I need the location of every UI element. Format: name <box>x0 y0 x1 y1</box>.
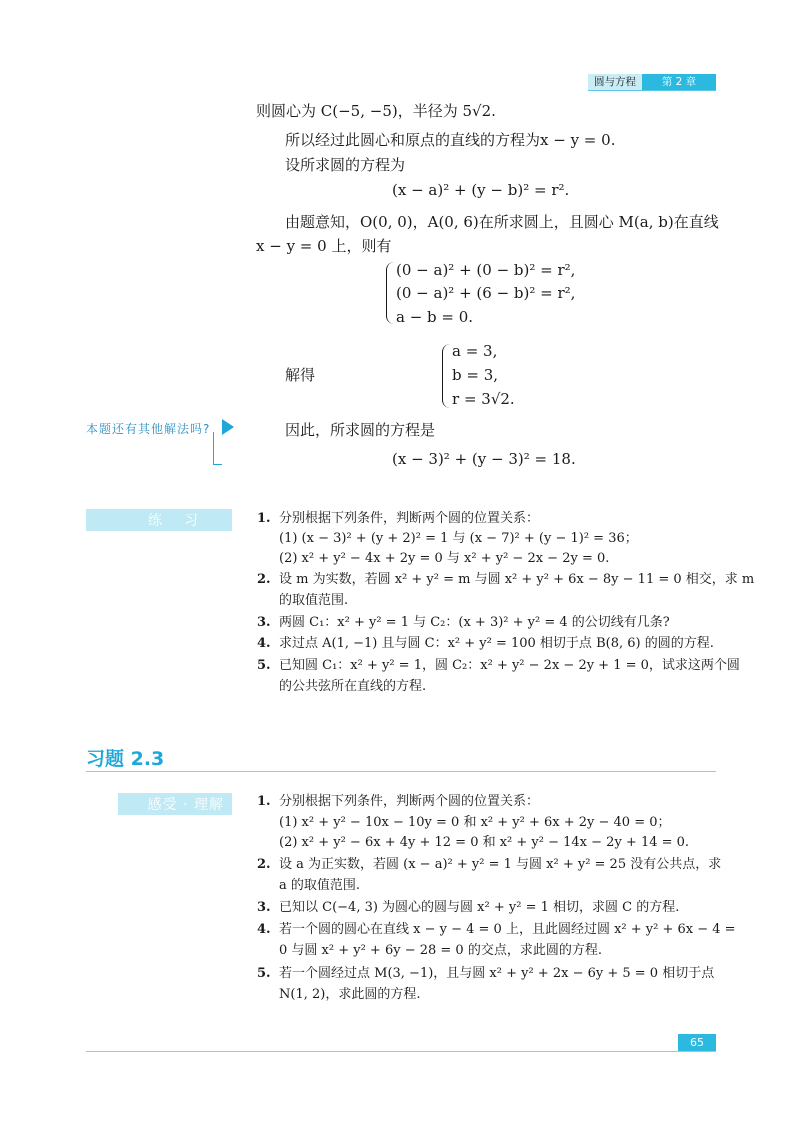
practice-item-2-cont: 的取值范围. <box>279 593 349 608</box>
exercise-item-1-sub-2: (2) x² + y² − 6x + 4y + 12 = 0 和 x² + y² − 14x − 2y + 14 = 0. <box>279 835 690 850</box>
item-text: 已知以 C(−4, 3) 为圆心的圆与圆 x² + y² = 1 相切，求圆 C 的方程. <box>279 900 680 915</box>
exercise-item-3 <box>257 898 679 918</box>
solution-line-1: 则圆心为 C(−5, −5)，半径为 5√2. <box>256 102 496 120</box>
margin-note: 本题还有其他解法吗? <box>86 422 211 436</box>
item-number: 1. <box>257 794 271 809</box>
system-eq-1: (0 − a)² + (0 − b)² = r², <box>396 261 576 279</box>
item-number: 2. <box>257 572 271 587</box>
page-number: 65 <box>678 1034 716 1051</box>
exercise-title: 习题 2.3 <box>86 748 165 770</box>
item-text: 两圆 C₁：x² + y² = 1 与 C₂：(x + 3)² + y² = 4 的公切线有几条? <box>279 615 670 630</box>
header-rule <box>588 90 716 91</box>
system-eq-2: (0 − a)² + (6 − b)² = r², <box>396 284 576 302</box>
practice-item-1-sub-1: (1) (x − 3)² + (y + 2)² = 1 与 (x − 7)² + (y − 1)² = 36； <box>279 531 638 546</box>
item-number: 5. <box>257 658 271 673</box>
footer-rule <box>86 1051 716 1052</box>
item-number: 4. <box>257 922 271 937</box>
item-text: 若一个圆的圆心在直线 x − y − 4 = 0 上，且此圆经过圆 x² + y² + 6x − 4 = <box>279 922 736 937</box>
item-text: 若一个圆经过点 M(3, −1)，且与圆 x² + y² + 2x − 6y + 5 = 0 相切于点 <box>279 966 715 981</box>
item-text: 设 m 为实数，若圆 x² + y² = m 与圆 x² + y² + 6x − 8y − 11 = 0 相交，求 m <box>279 572 755 587</box>
practice-item-5-cont: 的公共弦所在直线的方程. <box>279 679 427 694</box>
exercise-item-1 <box>257 792 539 812</box>
solution-line-3: 设所求圆的方程为 <box>285 156 406 174</box>
exercise-item-2-cont: a 的取值范围. <box>279 878 361 893</box>
header-title: 圆与方程 <box>588 74 642 90</box>
item-text: 已知圆 C₁：x² + y² = 1，圆 C₂：x² + y² − 2x − 2y + 1 = 0，试求这两个圆 <box>279 658 740 673</box>
item-number: 4. <box>257 636 271 651</box>
item-number: 1. <box>257 511 271 526</box>
item-text: 分别根据下列条件，判断两个圆的位置关系： <box>279 511 540 526</box>
practice-item-4 <box>257 634 714 654</box>
item-text: 分别根据下列条件，判断两个圆的位置关系： <box>279 794 540 809</box>
practice-item-3 <box>257 613 670 633</box>
result-a: a = 3, <box>452 342 498 360</box>
solution-line-4: 由题意知，O(0, 0)，A(0, 6)在所求圆上，且圆心 M(a, b)在直线 <box>285 213 719 231</box>
header-chapter: 第 2 章 <box>642 74 716 90</box>
practice-label: 练 习 <box>86 509 232 531</box>
item-text: 求过点 A(1, −1) 且与圆 C：x² + y² = 100 相切于点 B(8, 6) 的圆的方程. <box>279 636 714 651</box>
exercise-item-2 <box>257 855 721 875</box>
system-eq-3: a − b = 0. <box>396 308 474 326</box>
exercise-label: 感受 · 理解 <box>118 793 232 815</box>
practice-item-5 <box>257 656 740 676</box>
note-arrow-icon <box>222 419 234 435</box>
item-text: 设 a 为正实数，若圆 (x − a)² + y² = 1 与圆 x² + y² = 25 没有公共点，求 <box>279 857 722 872</box>
solution-line-5: x − y = 0 上，则有 <box>256 237 392 255</box>
practice-item-2 <box>257 570 754 590</box>
solution-line-2: 所以经过此圆心和原点的直线的方程为x − y = 0. <box>285 131 616 149</box>
exercise-item-1-sub-1: (1) x² + y² − 10x − 10y = 0 和 x² + y² + 6x + 2y − 40 = 0； <box>279 815 671 830</box>
solve-label: 解得 <box>285 366 316 384</box>
item-number: 5. <box>257 966 271 981</box>
exercise-item-4-cont: 0 与圆 x² + y² + 6y − 28 = 0 的交点，求此圆的方程. <box>279 943 602 958</box>
practice-item-1-sub-2: (2) x² + y² − 4x + 2y = 0 与 x² + y² − 2x − 2y = 0. <box>279 551 610 566</box>
exercise-item-5-cont: N(1, 2)，求此圆的方程. <box>279 987 421 1002</box>
note-bracket <box>213 432 222 465</box>
item-number: 2. <box>257 857 271 872</box>
result-r: r = 3√2. <box>452 390 515 408</box>
exercise-item-4 <box>257 920 736 940</box>
practice-item-1 <box>257 509 539 529</box>
final-circle-equation: (x − 3)² + (y − 3)² = 18. <box>392 450 576 468</box>
solution-line-6: 因此，所求圆的方程是 <box>285 421 436 439</box>
running-header <box>588 74 716 90</box>
exercise-item-5 <box>257 964 714 984</box>
exercise-rule <box>86 771 716 772</box>
general-circle-equation: (x − a)² + (y − b)² = r². <box>392 181 570 199</box>
item-number: 3. <box>257 900 271 915</box>
item-number: 3. <box>257 615 271 630</box>
result-b: b = 3, <box>452 366 499 384</box>
